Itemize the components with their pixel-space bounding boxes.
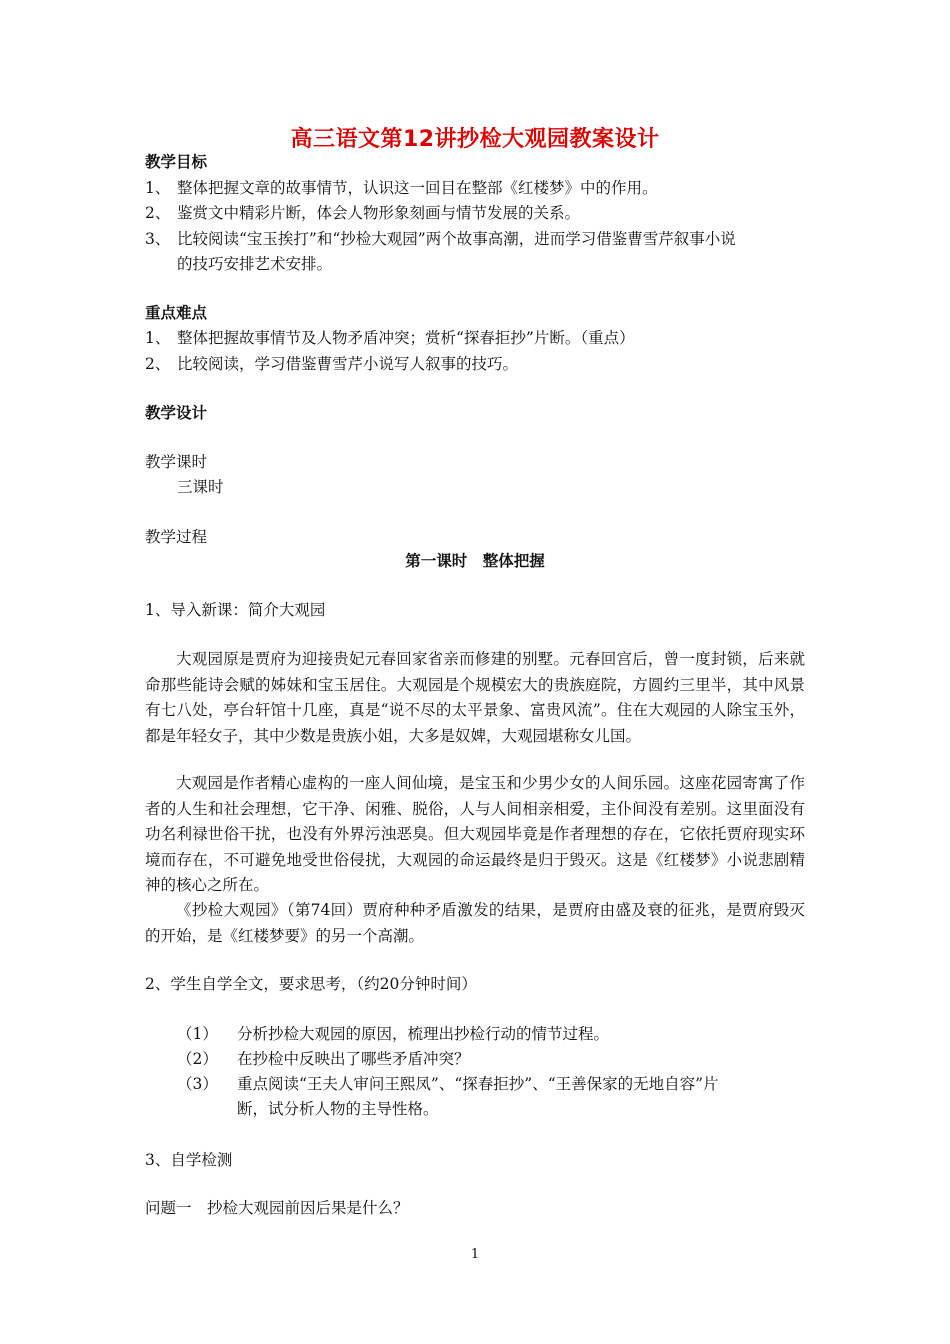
objective-num: 3、	[145, 230, 171, 248]
keypoint-item-1	[145, 328, 635, 348]
intro-paragraph-1: 大观园原是贾府为迎接贵妃元春回家省亲而修建的别墅。元春回宫后，曾一度封锁，后来就命那些能诗会赋的姊妹和宝玉居住。大观园是个规模宏大的贵族庭院，方圆约三里半，其中风景有七八处，亭台轩馆十几座，真是“说不尽的太平景象、富贵风流”。住在大观园的人除宝玉外，都是年轻女子，其中少数是贵族小姐，大多是奴婢，大观园堪称女儿国。	[145, 650, 805, 745]
study-question-num: （2）	[177, 1050, 218, 1068]
objectives-heading: 教学目标	[145, 153, 208, 171]
study-question-num: （1）	[177, 1025, 218, 1043]
objective-num: 2、	[145, 204, 171, 222]
intro-paragraph-3: 《抄检大观园》（第74回）贾府种种矛盾激发的结果，是贾府由盛及衰的征兆，是贾府毁灭的开始，是《红楼梦要》的另一个高潮。	[145, 901, 805, 945]
objective-text: 整体把握文章的故事情节，认识这一回目在整部《红楼梦》中的作用。	[177, 179, 658, 197]
intro-paragraph-2: 大观园是作者精心虚构的一座人间仙境，是宝玉和少男少女的人间乐园。这座花园寄寓了作者的人生和社会理想，它干净、闲雅、脱俗，人与人间相亲相爱，主仆间没有差别。这里面没有功名利禄世俗干扰，也没有外界污浊恶臭。但大观园毕竟是作者理想的存在，它依托贾府现实环境而存在，不可避免地受世俗侵扰，大观园的命运最终是归于毁灭。这是《红楼梦》小说悲剧精神的核心之所在。	[145, 774, 805, 894]
keypoint-item-2	[145, 354, 518, 374]
study-question-2	[177, 1049, 470, 1069]
study-question-text: 在抄检中反映出了哪些矛盾冲突？	[237, 1050, 470, 1068]
teaching-hours-label: 教学课时	[145, 453, 208, 471]
step1-heading: 1、导入新课：简介大观园	[145, 601, 326, 619]
design-heading: 教学设计	[145, 404, 208, 422]
teaching-process-label: 教学过程	[145, 528, 208, 546]
step2-heading: 2、学生自学全文，要求思考，（约20分钟时间）	[145, 975, 477, 993]
objective-item-3-continued: 的技巧安排艺术安排。	[177, 255, 333, 273]
keypoint-num: 1、	[145, 329, 171, 347]
objective-item-3	[145, 229, 736, 249]
study-question-3	[177, 1074, 719, 1094]
study-question-text: 分析抄检大观园的原因，梳理出抄检行动的情节过程。	[237, 1025, 610, 1043]
document-title: 高三语文第12讲抄检大观园教案设计	[290, 127, 660, 152]
study-question-num: （3）	[177, 1075, 218, 1093]
page-number: 1	[470, 1247, 480, 1262]
question-one: 问题一 抄检大观园前因后果是什么？	[145, 1199, 409, 1217]
study-question-text: 重点阅读“王夫人审问王熙凤”、“探春拒抄”、“王善保家的无地自容”片	[237, 1075, 719, 1093]
objective-item-1	[145, 178, 658, 198]
keypoint-text: 整体把握故事情节及人物矛盾冲突；赏析“探春拒抄”片断。（重点）	[177, 329, 635, 347]
keypoints-heading: 重点难点	[145, 304, 208, 322]
step3-heading: 3、自学检测	[145, 1151, 233, 1169]
objective-item-2	[145, 203, 580, 223]
study-question-3-continued: 断，试分析人物的主导性格。	[237, 1100, 439, 1118]
study-question-1	[177, 1024, 609, 1044]
session-title: 第一课时 整体把握	[405, 552, 545, 570]
objective-text: 鉴赏文中精彩片断，体会人物形象刻画与情节发展的关系。	[177, 204, 581, 222]
objective-text: 比较阅读“宝玉挨打”和“抄检大观园”两个故事高潮，进而学习借鉴曹雪芹叙事小说	[177, 230, 736, 248]
teaching-hours-value: 三课时	[177, 478, 224, 496]
keypoint-num: 2、	[145, 355, 171, 373]
keypoint-text: 比较阅读，学习借鉴曹雪芹小说写人叙事的技巧。	[177, 355, 519, 373]
objective-num: 1、	[145, 179, 171, 197]
